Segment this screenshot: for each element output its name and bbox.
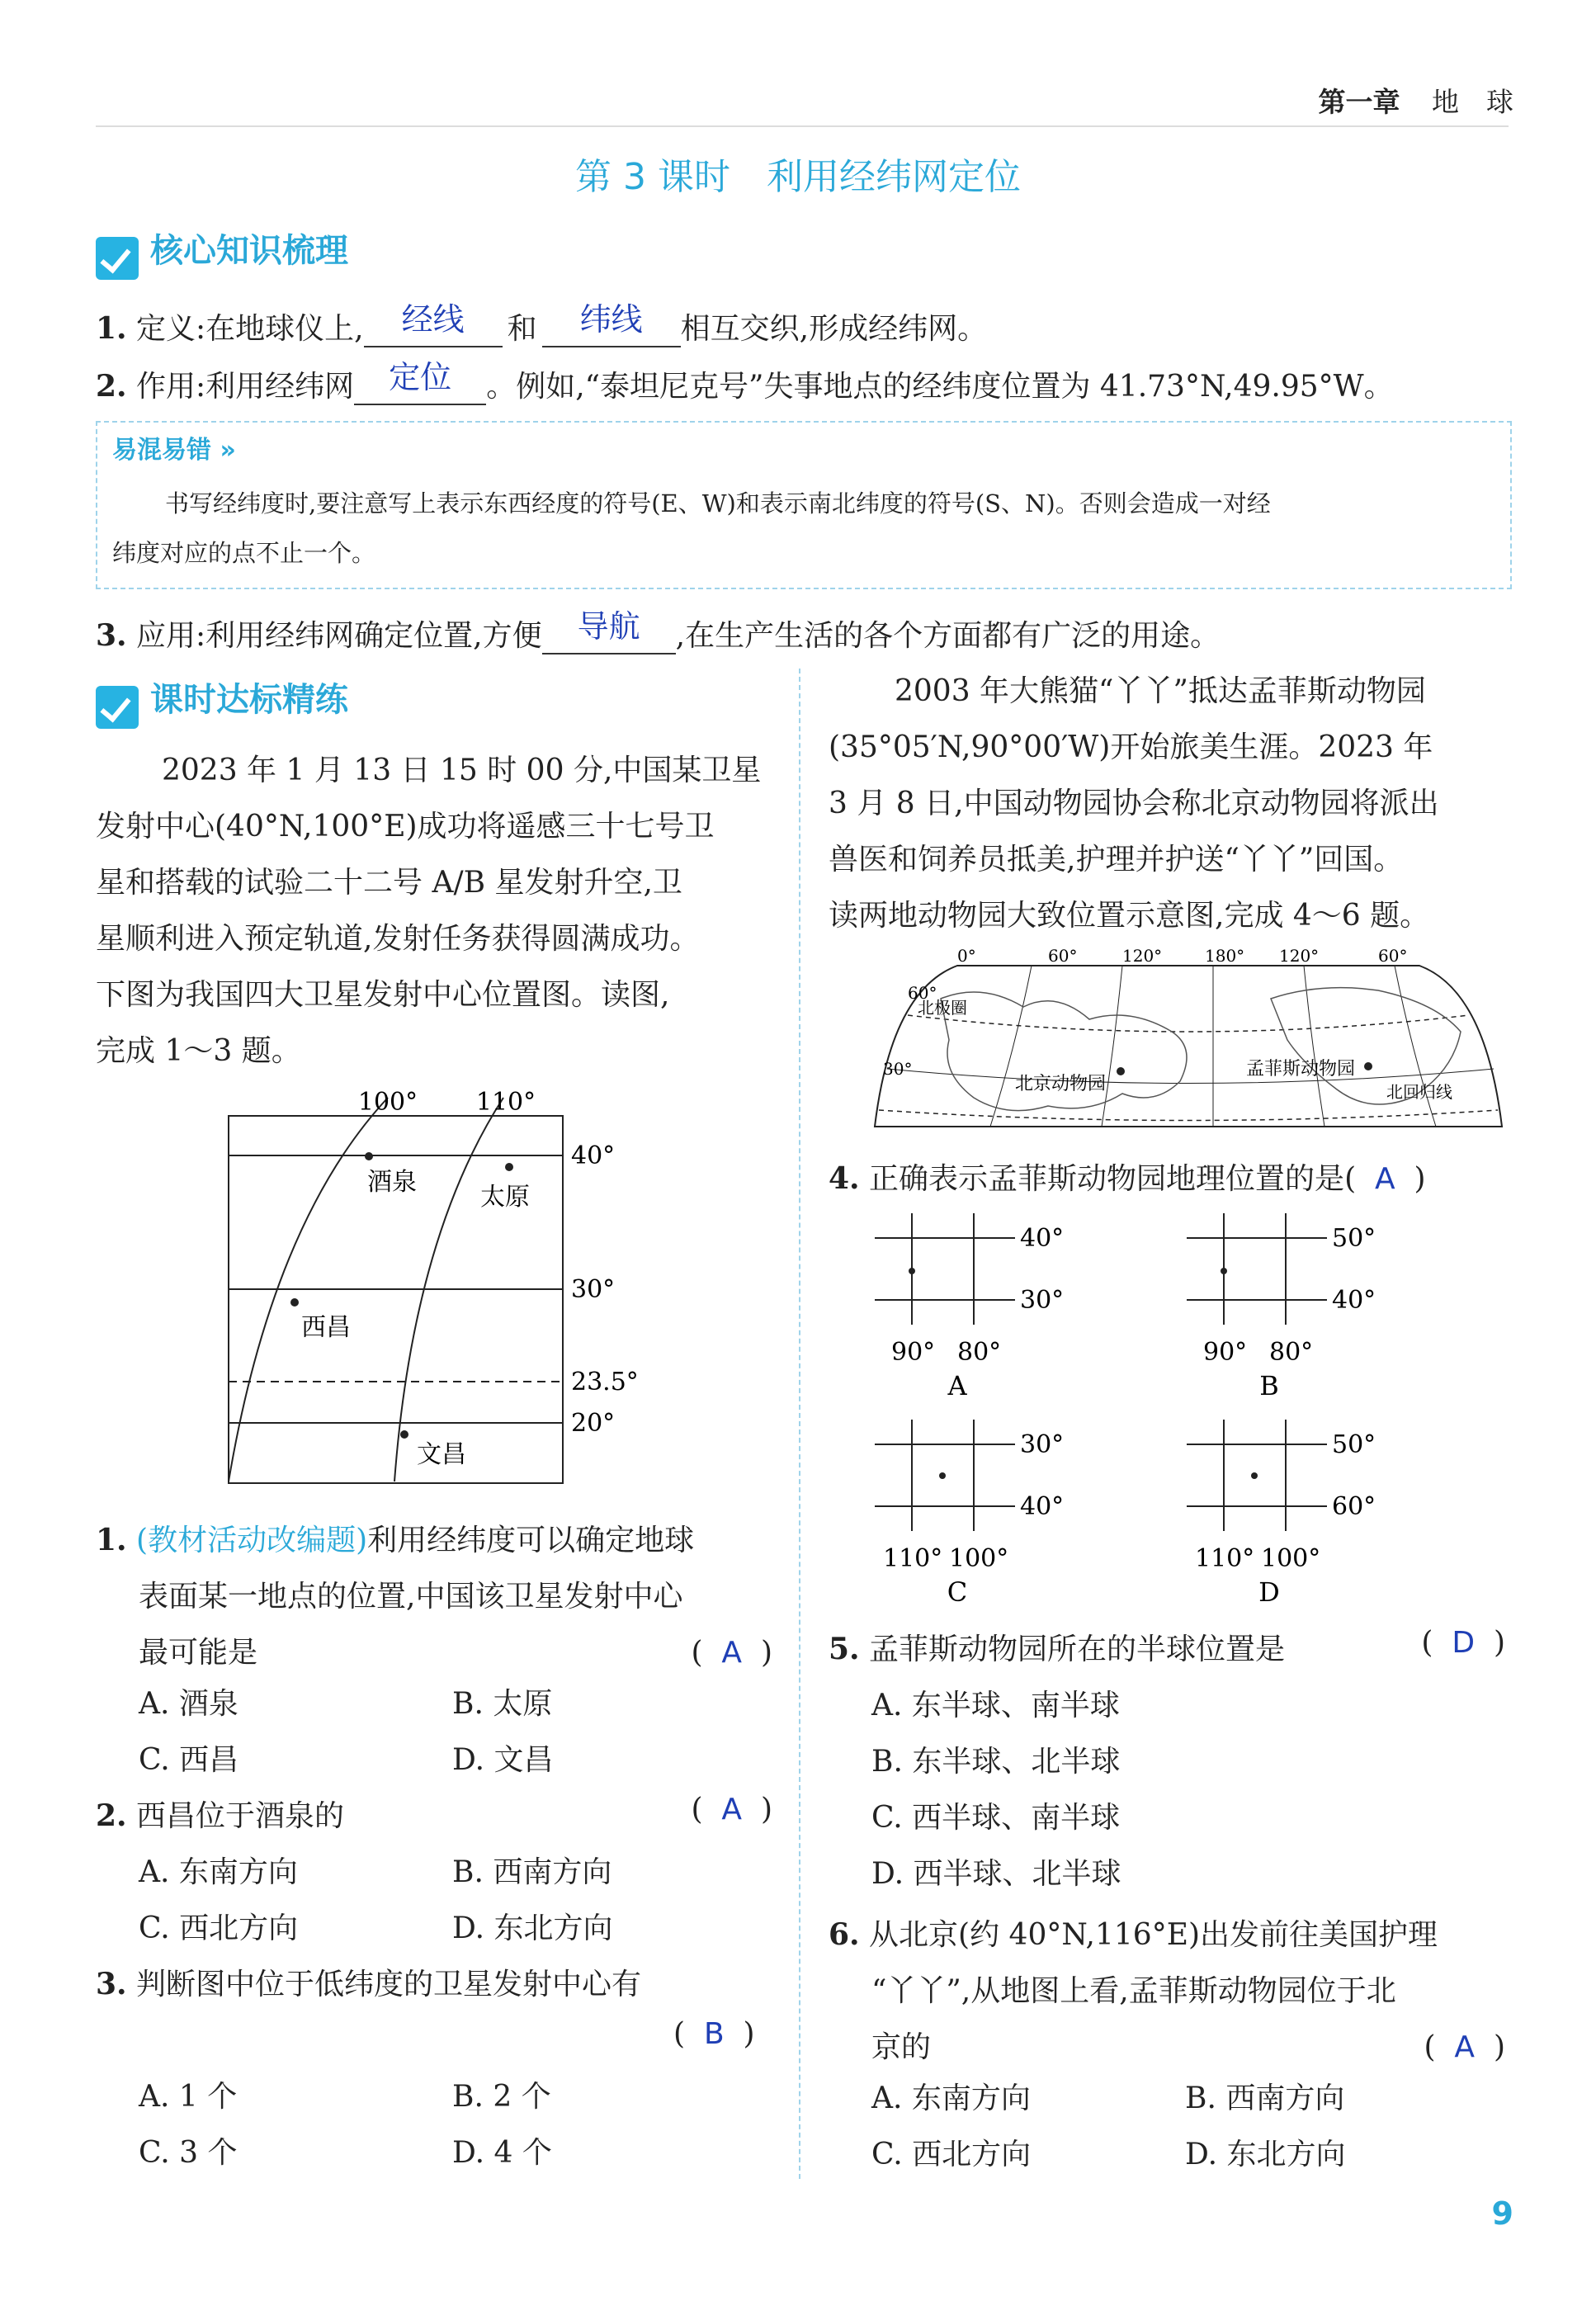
q6-option-c: C. 西北方向 [871,2138,1032,2171]
item-application: 3. 应用:利用经纬网确定位置,方便 导航 ,在生产生活的各个方面都有广泛的用途。 [96,608,1221,653]
world-lon-60: 60° [1048,946,1078,966]
grid-option-c [866,1420,1114,1609]
chapter-number: 第一章 [1318,86,1400,118]
tip-line1: 书写经纬度时,要注意写上表示东西经度的符号(E、W)和表示南北纬度的符号(S、N)。否则会造成一对经 [165,489,1271,517]
question-3: 3. 判断图中位于低纬度的卫星发射中心有 [96,1967,642,2001]
memphis-zoo-dot [1364,1062,1372,1070]
question-2: 2. 西昌位于酒泉的 ( A ) [96,1793,772,1833]
q5-option-d: D. 西半球、北半球 [871,1857,1121,1891]
svg-text:40°: 40° [1332,1286,1376,1315]
place-arctic-circle: 北极圈 [918,998,967,1018]
svg-text:80°: 80° [1269,1338,1314,1367]
chapter-header [1319,81,1514,120]
place-beijing-zoo: 北京动物园 [1015,1074,1107,1094]
question-4: 4. 正确表示孟菲斯动物园地理位置的是( A ) [829,1161,1426,1196]
answer-q3: ( B ) [673,2017,755,2051]
q2-option-c: C. 西北方向 [139,1911,299,1945]
answer-q2: ( A ) [691,1793,772,1826]
svg-text:100°: 100° [1261,1544,1321,1573]
svg-text:A: A [947,1370,967,1401]
q6-option-a: A. 东南方向 [871,2082,1031,2115]
svg-text:C: C [947,1576,968,1608]
header-rule [96,125,1509,127]
q6-option-b: B. 西南方向 [1185,2082,1345,2115]
question-1: 1. (教材活动改编题)利用经纬度可以确定地球 表面某一地点的位置,中国该卫星发射中心 最可能是 ( A ) [96,1512,772,1681]
pencil-icon [96,686,139,729]
lat-label-40: 40° [571,1141,616,1170]
blank-navigation: 导航 [542,619,676,654]
checkmark-icon [96,237,139,280]
q1-option-d: D. 文昌 [452,1743,554,1777]
svg-text:D: D [1258,1576,1280,1608]
world-lon-120: 120° [1122,946,1163,966]
world-lon-120w: 120° [1279,946,1320,966]
chapter-title: 地 球 [1432,86,1513,118]
world-map [842,941,1518,1139]
site-taiyuan: 太原 [480,1183,530,1212]
site-xichang-dot [290,1298,299,1307]
right-passage: 2003 年大熊猫“丫丫”抵达孟菲斯动物园 (35°05′N,90°00′W)开始旅美生涯。2023 年 3 月 8 日,中国动物园协会称北京动物园将派出 兽医和饲养员抵美,护理并护送“丫丫”回国。 读两地动物园大致位置示意图,完成 4～6 题。 [829,674,1439,933]
launch-center-map [215,1073,677,1502]
grid-option-b [1178,1213,1426,1403]
beijing-zoo-dot [1117,1067,1125,1075]
q3-option-d: D. 4 个 [452,2136,552,2170]
world-lat-30: 30° [883,1059,913,1079]
tip-title: 易混易错 » [112,436,236,465]
answer-q6: ( A ) [1424,2030,1505,2064]
q1-option-a: A. 酒泉 [139,1687,238,1721]
q1-option-c: C. 西昌 [139,1743,239,1777]
q3-option-c: C. 3 个 [139,2136,238,2170]
svg-text:100°: 100° [949,1544,1009,1573]
question-6: 6. 从北京(约 40°N,116°E)出发前往美国护理 “丫丫”,从地图上看,孟菲斯动物园位于北 京的 ( A ) [829,1907,1505,2076]
blank-meridian: 经线 [364,312,503,347]
q2-option-b: B. 西南方向 [452,1855,612,1889]
answer-q1: ( A ) [691,1636,772,1670]
blank-parallel: 纬线 [542,312,681,347]
lesson-title: 第 3 课时 利用经纬网定位 [575,156,1021,198]
site-xichang: 西昌 [301,1313,351,1342]
q3-option-a: A. 1 个 [139,2080,238,2114]
lon-label-110: 110° [475,1088,536,1117]
world-lon-60w: 60° [1378,946,1408,966]
answer-q4: ( A ) [1344,1162,1426,1196]
item-definition: 1. 定义:在地球仪上, 经线 和 纬线 相互交织,形成经纬网。 [96,301,988,346]
svg-text:80°: 80° [957,1338,1002,1367]
place-memphis-zoo: 孟菲斯动物园 [1246,1059,1356,1080]
blank-locate: 定位 [354,370,486,405]
page-number: 9 [1491,2195,1513,2232]
question-5: 5. 孟菲斯动物园所在的半球位置是 ( D ) [829,1626,1505,1666]
grid-option-d [1178,1420,1426,1609]
q2-option-d: D. 东北方向 [452,1911,613,1945]
grid-option-a [866,1213,1114,1403]
svg-text:50°: 50° [1332,1430,1376,1459]
lat-label-30: 30° [571,1275,616,1304]
lat-label-20: 20° [571,1409,616,1438]
svg-text:50°: 50° [1332,1224,1376,1253]
q5-option-c: C. 西半球、南半球 [871,1801,1121,1835]
site-taiyuan-dot [505,1163,513,1171]
site-wenchang-dot [400,1430,408,1439]
column-divider [799,669,800,2179]
svg-text:30°: 30° [1020,1286,1065,1315]
site-jiuquan-dot [365,1152,373,1160]
lon-label-100: 100° [357,1088,418,1117]
svg-text:60°: 60° [1332,1492,1376,1521]
left-passage: 2023 年 1 月 13 日 15 时 00 分,中国某卫星 发射中心(40°N,100°E)成功将遥感三十七号卫 星和搭载的试验二十二号 A/B 星发射升空,卫 星顺利进入预定轨道,发射任务获得圆满成功。 下图为我国四大卫星发射中心位置图。读图, 完成 1～3 题。 [96,754,762,1068]
site-wenchang: 文昌 [417,1440,466,1469]
svg-text:B: B [1259,1370,1279,1401]
world-lon-0: 0° [957,946,976,966]
site-jiuquan: 酒泉 [367,1168,417,1197]
svg-text:30°: 30° [1020,1430,1065,1459]
q5-option-b: B. 东半球、北半球 [871,1745,1121,1779]
svg-text:110°: 110° [883,1544,943,1573]
svg-text:90°: 90° [891,1338,936,1367]
world-lat-60: 60° [908,983,937,1003]
tip-line2: 纬度对应的点不止一个。 [112,539,376,567]
world-lon-180: 180° [1205,946,1245,966]
section-practice-title: 课时达标精练 [150,681,348,719]
svg-text:90°: 90° [1203,1338,1248,1367]
section-practice [96,673,348,729]
svg-text:40°: 40° [1020,1492,1065,1521]
svg-text:40°: 40° [1020,1224,1065,1253]
item-function: 2. 作用:利用经纬网 定位 。例如,“泰坦尼克号”失事地点的经纬度位置为 41.73°N,49.95°W。 [96,359,1394,404]
svg-text:110°: 110° [1195,1544,1255,1573]
answer-q5: ( D ) [1421,1626,1505,1660]
q3-option-b: B. 2 个 [452,2080,551,2114]
place-tropic-cancer: 北回归线 [1386,1082,1452,1102]
q6-option-d: D. 东北方向 [1185,2138,1346,2171]
section-knowledge-title: 核心知识梳理 [150,232,348,270]
q5-option-a: A. 东半球、南半球 [871,1689,1120,1722]
section-knowledge [96,224,348,280]
q2-option-a: A. 东南方向 [139,1855,298,1889]
lat-label-23-5: 23.5° [571,1368,639,1396]
q1-option-b: B. 太原 [452,1687,553,1721]
